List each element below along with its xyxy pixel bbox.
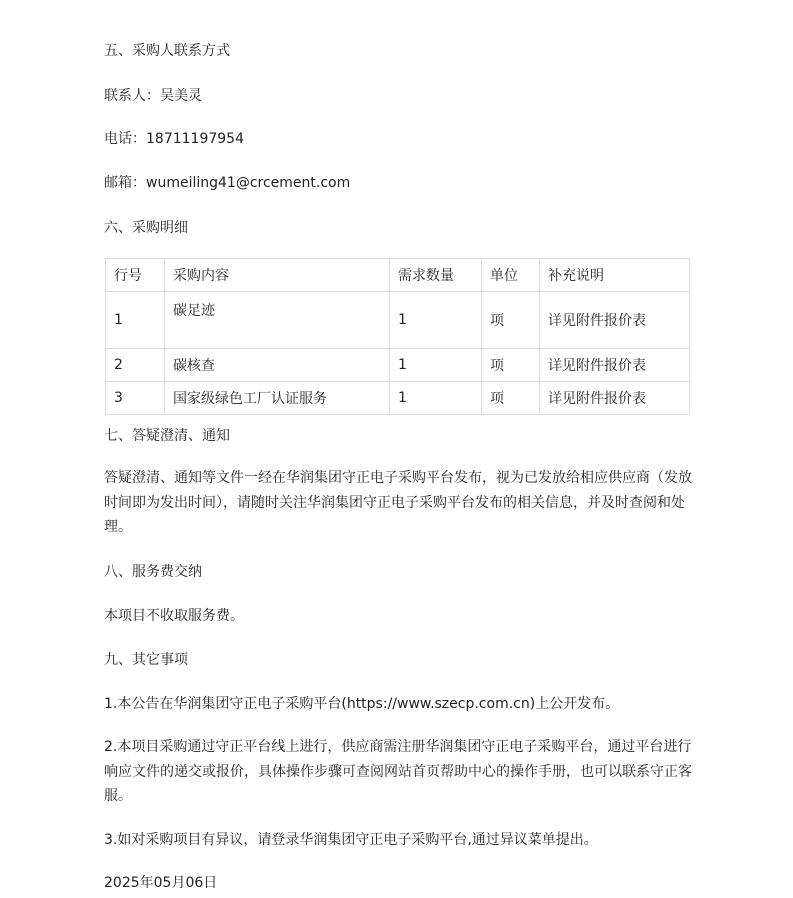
procurement-table <box>105 258 690 415</box>
table-row <box>106 382 690 415</box>
cell: 项 <box>482 349 540 382</box>
contact-heading: 五、采购人联系方式 <box>104 43 230 59</box>
cell: 1 <box>106 292 165 349</box>
cell: 详见附件报价表 <box>540 349 690 382</box>
other-item-2: 2.本项目采购通过守正平台线上进行，供应商需注册华润集团守正电子采购平台，通过平台进行响应文件的递交或报价，具体操作步骤可查阅网站首页帮助中心的操作手册，也可以联系守正客服。 <box>104 739 692 804</box>
header-cell: 补充说明 <box>540 259 690 292</box>
cell: 1 <box>390 292 482 349</box>
cell: 碳足迹 <box>165 292 390 349</box>
qa-heading: 七、答疑澄清、通知 <box>104 428 230 444</box>
detail-heading: 六、采购明细 <box>104 220 188 236</box>
email: 邮箱：wumeiling41@crcement.com <box>104 175 351 191</box>
header-cell: 需求数量 <box>390 259 482 292</box>
cell: 1 <box>390 349 482 382</box>
cell: 3 <box>106 382 165 415</box>
header-cell: 单位 <box>482 259 540 292</box>
phone: 电话：18711197954 <box>104 131 244 147</box>
cell: 详见附件报价表 <box>540 382 690 415</box>
other-item-1: 1.本公告在华润集团守正电子采购平台(https://www.szecp.com.cn)上公开发布。 <box>104 696 620 712</box>
cell: 碳核查 <box>165 349 390 382</box>
table-header-row <box>106 259 690 292</box>
fee-heading: 八、服务费交纳 <box>104 564 202 580</box>
cell: 2 <box>106 349 165 382</box>
fee-text: 本项目不收取服务费。 <box>104 608 244 624</box>
table-row <box>106 292 690 349</box>
other-heading: 九、其它事项 <box>104 652 188 668</box>
contact-person: 联系人：吴美灵 <box>104 88 202 104</box>
cell: 国家级绿色工厂认证服务 <box>165 382 390 415</box>
cell: 项 <box>482 292 540 349</box>
cell: 1 <box>390 382 482 415</box>
qa-text: 答疑澄清、通知等文件一经在华润集团守正电子采购平台发布，视为已发放给相应供应商（发放时间即为发出时间），请随时关注华润集团守正电子采购平台发布的相关信息，并及时查阅和处理。 <box>104 470 692 535</box>
header-cell: 采购内容 <box>165 259 390 292</box>
other-item-3: 3.如对采购项目有异议，请登录华润集团守正电子采购平台,通过异议菜单提出。 <box>104 832 598 848</box>
table-row <box>106 349 690 382</box>
cell: 项 <box>482 382 540 415</box>
date: 2025年05月06日 <box>104 875 218 891</box>
header-cell: 行号 <box>106 259 165 292</box>
cell: 详见附件报价表 <box>540 292 690 349</box>
